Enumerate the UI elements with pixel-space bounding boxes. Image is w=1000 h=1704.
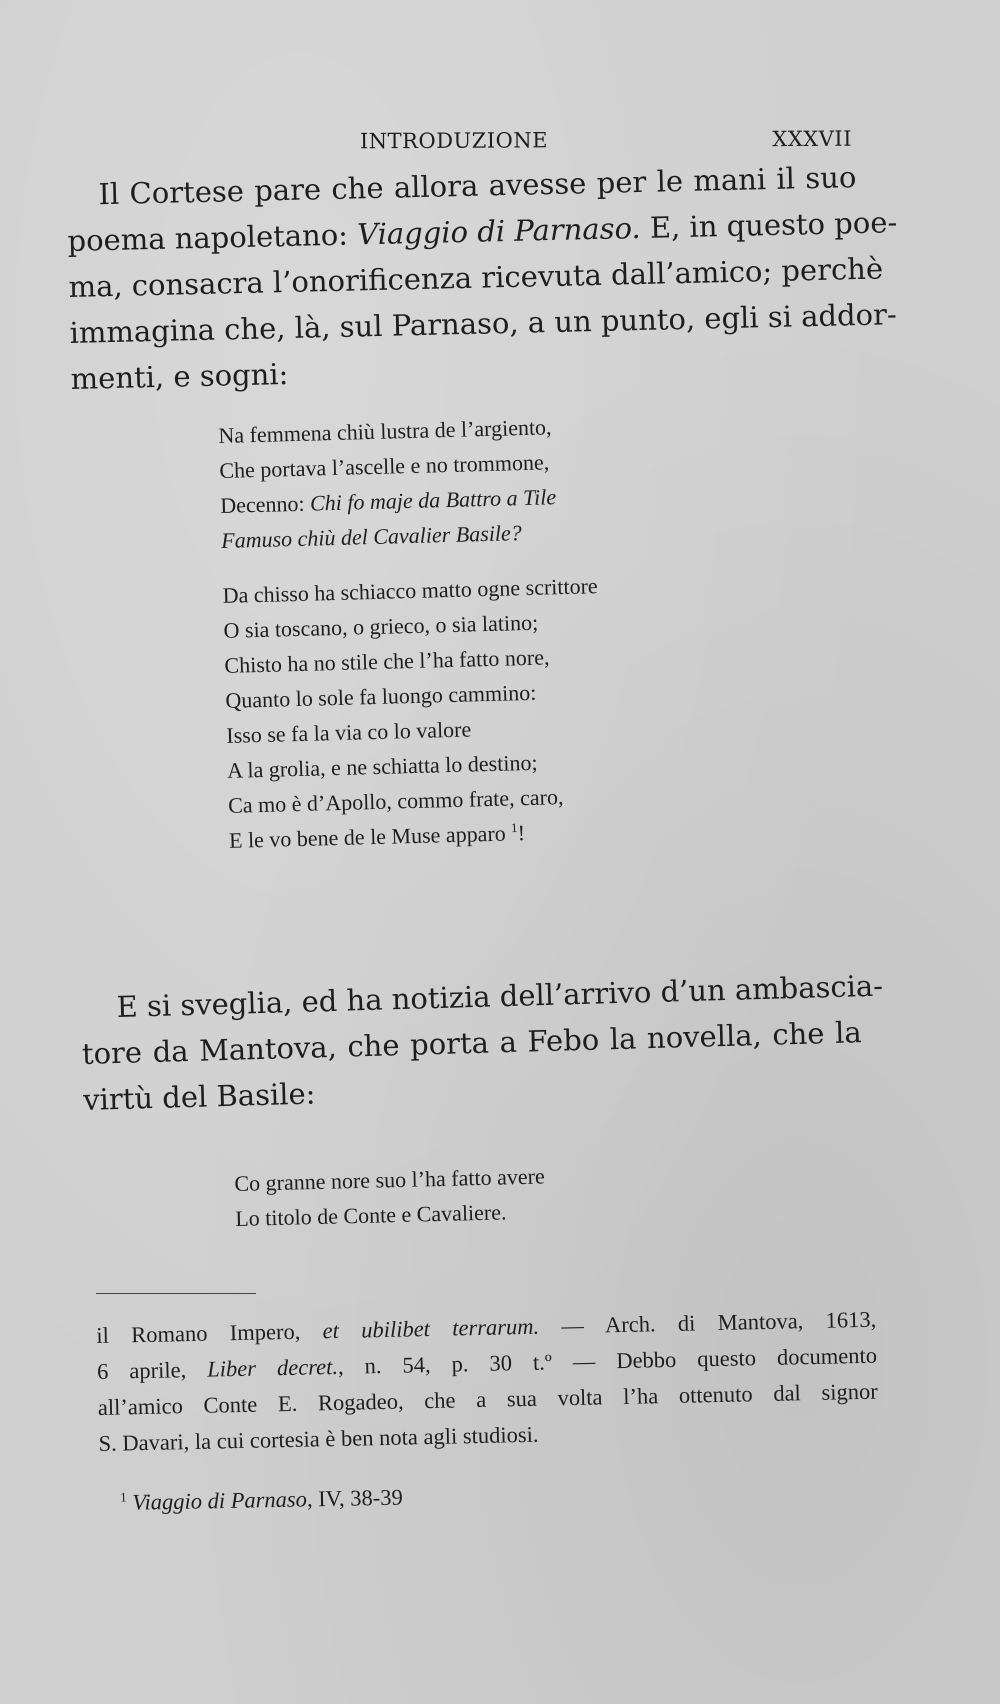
verse-line: Da chisso ha schiacco matto ogne scrittore bbox=[222, 573, 598, 608]
verse-line: Isso se fa la via co lo valore bbox=[225, 716, 472, 748]
footnote-marker: 1 bbox=[119, 1489, 127, 1505]
paragraph-text: E, in questo poe- bbox=[640, 205, 898, 245]
verse-italic: Famuso chiù del Cavalier Basile? bbox=[220, 520, 523, 553]
paragraph-line: ma, consacra l’onorificenza ricevuta dall’amico; perchè bbox=[68, 251, 884, 304]
footnote-reference: 1 bbox=[510, 819, 518, 836]
footnote-text: , n. 54, p. 30 t.º — Debbo questo documento bbox=[337, 1342, 878, 1379]
verse-quote-2 bbox=[234, 1158, 546, 1236]
footnote-text: 6 aprile, bbox=[96, 1356, 208, 1384]
verse-line: Ca mo è d’Apollo, commo frate, caro, bbox=[227, 784, 564, 818]
footnote-line: all’amico Conte E. Rogadeo, che a sua volta l’ha ottenuto dal signor bbox=[97, 1378, 878, 1420]
footnote-line: S. Davari, la cui cortesia è ben nota agli studiosi. bbox=[98, 1421, 539, 1456]
verse-line: Quanto lo sole fa luongo cammino: bbox=[225, 679, 537, 713]
footnotes bbox=[96, 1302, 879, 1462]
verse-line: Co granne nore suo l’ha fatto avere bbox=[234, 1163, 545, 1196]
footnote-text: — Arch. di Mantova, 1613, bbox=[538, 1306, 877, 1339]
footnote-reference-text: , IV, 38-39 bbox=[306, 1484, 403, 1512]
paragraph-text: poema napoletano: bbox=[67, 217, 358, 258]
running-header-title: INTRODUZIONE bbox=[359, 128, 549, 154]
footnote-separator bbox=[96, 1293, 256, 1294]
paragraph-line: tore da Mantova, che porta a Febo la novella, che la bbox=[81, 1015, 863, 1071]
paragraph-1 bbox=[66, 154, 898, 402]
verse-text: E le vo bene de le Muse apparo bbox=[228, 820, 507, 853]
paragraph-line: virtù del Basile: bbox=[82, 1076, 316, 1117]
paragraph-line: menti, e sogni: bbox=[70, 357, 289, 396]
verse-line: O sia toscano, o grieco, o sia latino; bbox=[223, 609, 539, 643]
paragraph-line: Il Cortese pare che allora avesse per le mani il suo bbox=[98, 160, 857, 212]
footnote-text: il Romano Impero, bbox=[96, 1318, 323, 1348]
verse-line: Na femmena chiù lustra de l’argiento, bbox=[218, 414, 552, 448]
verse-text: ! bbox=[517, 820, 526, 846]
verse-line: Chisto ha no stile che l’ha fatto nore, bbox=[224, 644, 550, 678]
verse-line: Lo titolo de Conte e Cavaliere. bbox=[234, 1199, 507, 1231]
footnote-work-title: Viaggio di Parnaso bbox=[132, 1486, 308, 1515]
footnote-1 bbox=[120, 1485, 403, 1516]
verse-italic: Chi fo maje da Battro a Tile bbox=[309, 484, 557, 516]
verse-line: Che portava l’ascelle e no trommone, bbox=[219, 449, 550, 483]
page-number: XXXVII bbox=[772, 126, 853, 152]
paragraph-2 bbox=[80, 963, 884, 1123]
footnote-italic: Liber decret. bbox=[206, 1353, 339, 1382]
paragraph-line: immagina che, là, sul Parnaso, a un punto, egli si addor- bbox=[69, 297, 898, 350]
verse-quote-1 bbox=[218, 408, 604, 858]
verse-text: Decenno: bbox=[219, 490, 311, 518]
footnote-italic: et ubilibet terrarum. bbox=[322, 1313, 540, 1344]
work-title: Viaggio di Parnaso. bbox=[356, 210, 642, 252]
verse-line: A la grolia, e ne schiatta lo destino; bbox=[226, 749, 538, 783]
paragraph-line: E si sveglia, ed ha notizia dell’arrivo d’un ambascia- bbox=[116, 968, 884, 1024]
